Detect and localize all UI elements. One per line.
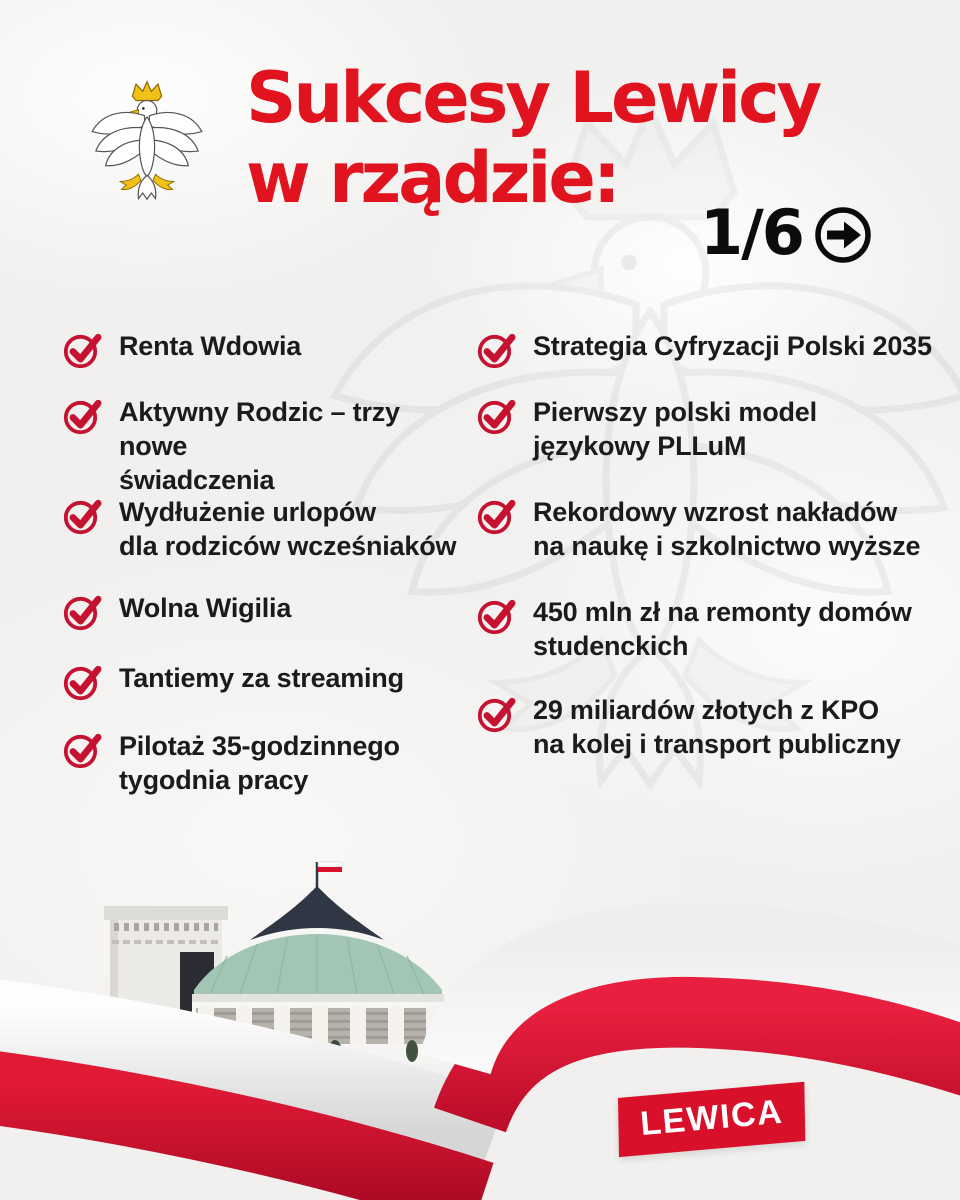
list-item	[62, 728, 472, 797]
check-circle-icon	[476, 692, 518, 734]
lewica-logo-text: LEWICA	[638, 1092, 785, 1144]
list-item	[476, 394, 946, 463]
list-item	[476, 494, 946, 563]
list-item	[62, 328, 472, 370]
check-circle-icon	[476, 328, 518, 370]
list-item-text: Aktywny Rodzic – trzy nowe świadczenia	[119, 397, 400, 495]
list-item-text: 450 mln zł na remonty domów studenckich	[533, 597, 912, 661]
list-item	[62, 660, 472, 702]
list-item-text: 29 miliardów złotych z KPO na kolej i transport publiczny	[533, 695, 901, 759]
list-item-text: Strategia Cyfryzacji Polski 2035	[533, 331, 932, 361]
check-circle-icon	[62, 728, 104, 770]
lewica-logo	[618, 1082, 805, 1157]
list-item	[62, 494, 472, 563]
list-item	[476, 594, 946, 663]
polish-eagle-emblem-icon	[86, 78, 208, 218]
page-counter: 1/6	[700, 196, 803, 269]
check-circle-icon	[62, 494, 104, 536]
page-title: Sukcesy Lewicy w rządzie:	[246, 57, 820, 219]
check-circle-icon	[62, 660, 104, 702]
list-item	[62, 590, 472, 632]
list-item	[476, 692, 946, 761]
list-item-text: Pilotaż 35-godzinnego tygodnia pracy	[119, 731, 400, 795]
list-item	[62, 394, 472, 497]
check-circle-icon	[62, 328, 104, 370]
check-circle-icon	[476, 594, 518, 636]
check-circle-icon	[62, 590, 104, 632]
sejm-building-image	[92, 858, 444, 1064]
list-item	[476, 328, 946, 370]
arrow-right-circle-icon[interactable]	[813, 205, 873, 265]
check-circle-icon	[62, 394, 104, 436]
check-circle-icon	[476, 494, 518, 536]
list-item-text: Tantiemy za streaming	[119, 663, 404, 693]
list-item-text: Wydłużenie urlopów dla rodziców wcześniaków	[119, 497, 457, 561]
list-item-text: Pierwszy polski model językowy PLLuM	[533, 397, 817, 461]
list-item-text: Renta Wdowia	[119, 331, 302, 361]
pagination	[700, 196, 873, 269]
list-item-text: Wolna Wigilia	[119, 593, 292, 623]
list-item-text: Rekordowy wzrost nakładów na naukę i szkolnictwo wyższe	[533, 497, 921, 561]
check-circle-icon	[476, 394, 518, 436]
